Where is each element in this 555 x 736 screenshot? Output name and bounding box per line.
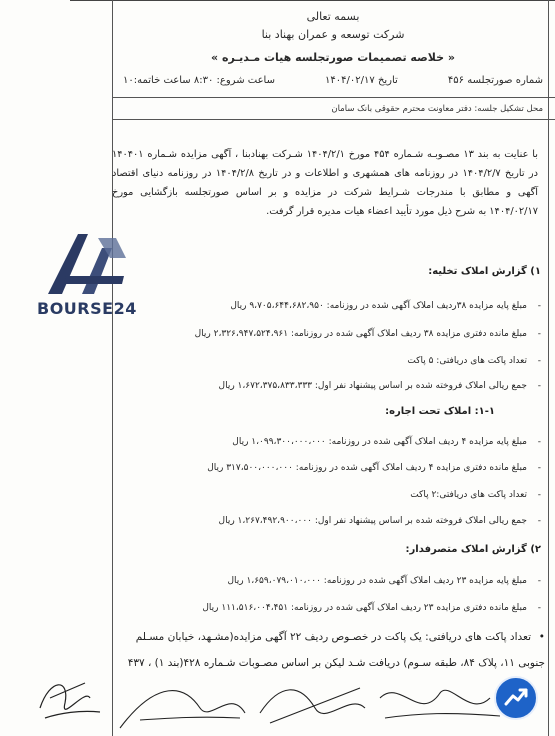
brand-badge-icon <box>494 676 538 720</box>
section11-item-1: -مبلغ پایه مزایده ۴ ردیف املاک آگهی شده در روزنامه: ۱،۰۹۹،۳۰۰،۰۰۰،۰۰۰ ریال <box>232 437 541 447</box>
frame-top-line <box>70 0 555 1</box>
section2-title: ۲) گزارش املاک متصرفدار: <box>405 544 541 555</box>
section2-item-1: -مبلغ پایه مزایده ۲۳ ردیف املاک آگهی شده در روزنامه: ۱،۶۵۹،۰۷۹،۰۱۰،۰۰۰ ریال <box>227 576 541 586</box>
intro-text: با عنایت به بند ۱۳ مصـوبـه شـماره ۴۵۴ مورخ ۱۴۰۴/۲/۱ شـرکت بهنادبنا ، آگهی مزایده شـماره ۱۴۰۴۰۱ در تاریخ ۱۴۰۴/۲/۷ در روزنامه های همشهری و اطلاعات و در تاریخ ۱۴۰۴/۲/۸ در روزنامه دنیای اقتصاد آگهی و مطابق با مندرجات شـرایط شرکت در مزایده و بر اساس صورتجلسه بازگشایی مورخ ۱۴۰۴/۰۲/۱۷ به شرح ذیل مورد تأیید اعضاء هیات مدیره قرار گرفت. <box>112 149 538 218</box>
bullet-line-1: •تعداد پاکت های دریافتی: یک پاکت در خصـوص ردیف ۲۲ آگهی مزایده(مشـهد، خیابان مسـلم <box>135 631 545 643</box>
bourse24-logo-icon <box>38 228 132 298</box>
header-divider <box>112 97 555 98</box>
section1-item-3: -تعداد پاکت های دریافتی: ۵ پاکت <box>407 356 541 366</box>
section11-item-2: -مبلغ مانده دفتری مزایده ۴ ردیف املاک آگهی شده در روزنامه: ۳۱۷،۵۰۰،۰۰۰،۰۰۰ ریال <box>207 463 541 473</box>
header-title: « خلاصه تصمیمات صورتجلسه هیات مـدیـره » <box>211 51 455 64</box>
section2-item-2: -مبلغ مانده دفتری مزایده ۲۳ ردیف املاک آگهی شده در روزنامه: ۱۱۱،۵۱۶،۰۰۴،۴۵۱ ریال <box>202 603 541 613</box>
section1-item-2: -مبلغ مانده دفتری مزایده ۳۸ ردیف املاک آگهی شده در روزنامه: ۲،۳۲۶،۹۴۷،۵۲۴،۹۶۱ ریال <box>194 329 541 339</box>
frame-right-line <box>548 0 549 736</box>
logo-text: BOURSE24 <box>37 299 137 318</box>
header-company: شرکت توسعه و عمران بهناد بنا <box>261 28 405 41</box>
section1-item-4: -جمع ریالی املاک فروخته شده بر اساس پیشنهاد نفر اول: ۱،۶۷۲،۳۷۵،۸۳۳،۳۳۳ ریال <box>218 381 541 391</box>
section11-title: ۱-۱: املاک تحت اجاره: <box>385 406 495 417</box>
intro-paragraph <box>112 145 542 221</box>
header-basmala: بسمه تعالی <box>306 10 360 23</box>
meeting-time: ساعت شروع: ۸:۳۰ ساعت خاتمه:۱۰ <box>123 75 275 86</box>
section1-title: ۱) گزارش املاک تخلیه: <box>428 266 541 277</box>
bullet-line-2: جنوبی ۱۱، پلاک ۸۴، طبقه سـوم) دریافت شـد لیکن بر اساس مصـوبات شـماره ۴۲۸(بند ۱) ، ۴۳۷ <box>127 657 545 669</box>
section1-item-1: -مبلغ پایه مزایده ۳۸ردیف املاک آگهی شده در روزنامه: ۹،۷۰۵،۶۴۴،۶۸۲،۹۵۰ ریال <box>230 301 541 311</box>
signatures-icon <box>30 668 520 736</box>
header-meta <box>123 75 543 86</box>
trend-arrow-icon <box>502 684 530 712</box>
place-divider <box>112 119 555 120</box>
meeting-place: محل تشکیل جلسه: دفتر معاونت محترم حقوقی بانک سامان <box>331 104 543 114</box>
section11-item-4: -جمع ریالی املاک فروخته شده بر اساس پیشنهاد نفر اول: ۱،۲۶۷،۴۹۲،۹۰۰،۰۰۰ ریال <box>218 516 541 526</box>
meeting-date: تاریخ ۱۴۰۴/۰۲/۱۷ <box>325 75 398 86</box>
section11-item-3: -تعداد پاکت های دریافتی:۲ پاکت <box>410 490 541 500</box>
meeting-number: شماره صورتجلسه ۴۵۶ <box>447 75 543 86</box>
